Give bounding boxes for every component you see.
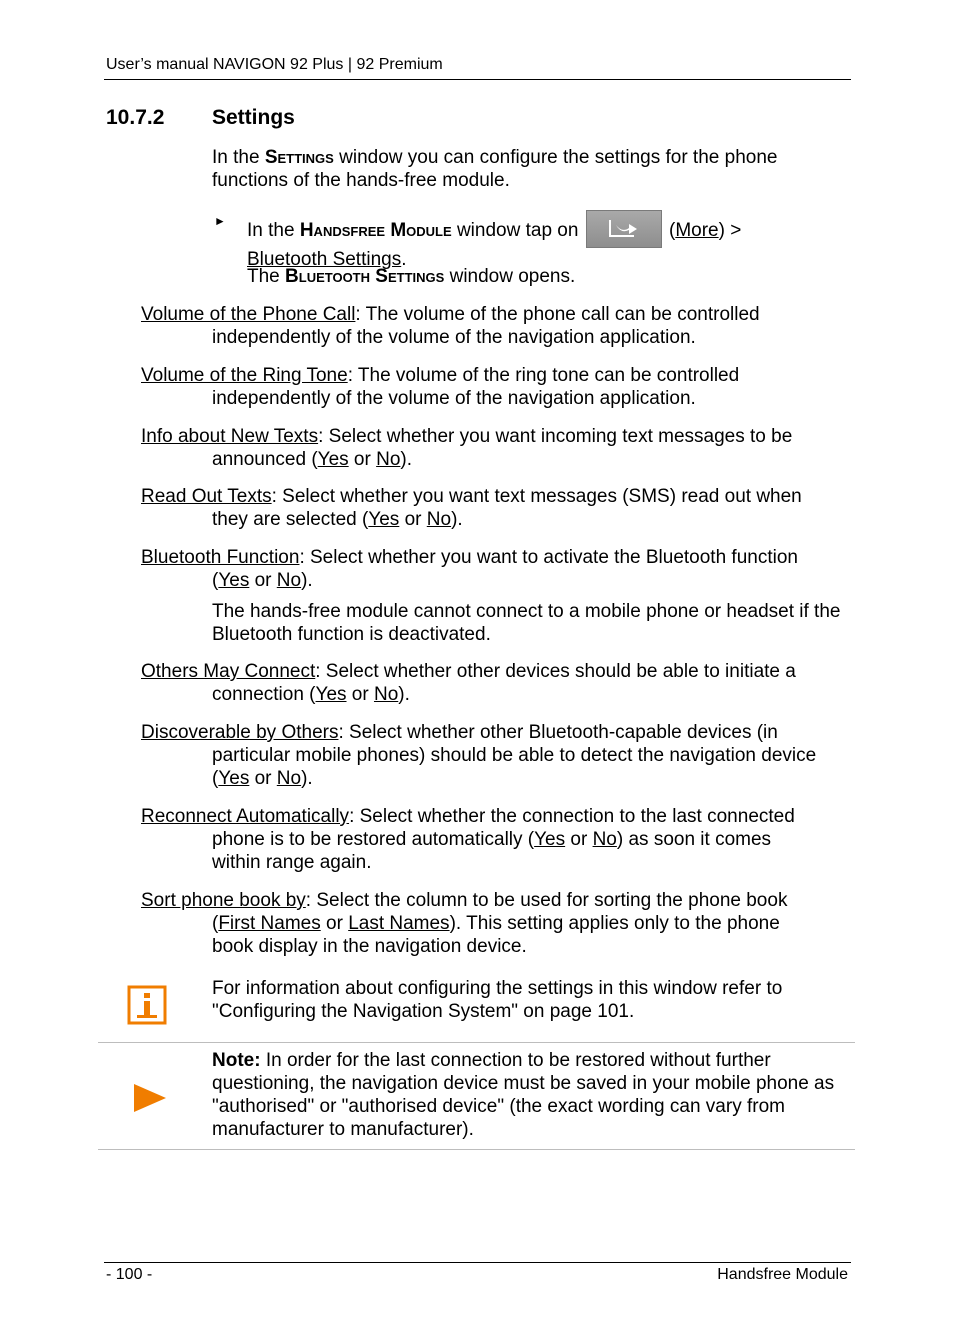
option-last-names: Last Names [348,913,450,934]
option-yes: Yes [317,449,349,470]
option-yes: Yes [368,509,400,530]
settings-window-name: Settings [264,147,334,168]
setting-item-ring-tone-volume: Volume of the Ring Tone: The volume of the ring tone can be controlled independently of the volume of the navigation application. [141,365,740,409]
setting-item-sort-phone-book: Sort phone book by: Select the column to be used for sorting the phone book (First Names or Last Names). This setting applies only to the phone book display in the navigation device. [141,890,788,957]
option-no: No [276,570,302,591]
setting-term: Discoverable by Others [141,722,339,743]
header-divider [104,79,851,80]
section-number: 10.7.2 [106,106,165,129]
setting-item-read-out-texts: Read Out Texts: Select whether you want text messages (SMS) read out when they are selected (Yes or No). [141,486,802,530]
arrow-right-icon [132,1084,168,1112]
step-result: The Bluetooth Settings window opens. [247,266,576,287]
more-link[interactable]: More [675,220,719,241]
option-no: No [426,509,452,530]
note-text: Note: In order for the last connection to be restored without further questioning, the navigation device must be saved in your mobile phone as "authorised" or "authorised device" (the exact wording can vary from manufacturer to manufacturer). [212,1050,835,1140]
option-no: No [376,449,401,470]
option-first-names: First Names [218,913,321,934]
setting-term: Sort phone book by [141,890,306,911]
setting-item-discoverable: Discoverable by Others: Select whether other Bluetooth-capable devices (in particular mobile phones) should be able to detect the navigation device (Yes or No). [141,722,817,789]
option-no: No [373,684,399,705]
option-yes: Yes [218,768,250,789]
page-number: - 100 - [106,1266,153,1283]
setting-term: Volume of the Phone Call [141,304,356,325]
bluetooth-settings-name: Bluetooth Settings [285,266,445,287]
setting-term: Info about New Texts [141,426,319,447]
setting-term: Bluetooth Function [141,547,300,568]
setting-item-phone-call-volume: Volume of the Phone Call: The volume of the phone call can be controlled independently of the volume of the navigation application. [141,304,760,348]
option-no: No [592,829,617,850]
intro-paragraph: In the Settings window you can configure the settings for the phone functions of the hands-free module. [212,147,778,191]
setting-item-others-may-connect: Others May Connect: Select whether other devices should be able to initiate a connection (Yes or No). [141,661,796,705]
note-bottom-divider [98,1149,855,1150]
option-yes: Yes [218,570,250,591]
running-header: User’s manual NAVIGON 92 Plus | 92 Premium [106,56,443,73]
footer-divider [104,1262,851,1263]
setting-item-new-texts-info: Info about New Texts: Select whether you want incoming text messages to be announced (Yes or No). [141,426,793,470]
note-label: Note: [212,1050,261,1071]
setting-term: Others May Connect [141,661,316,682]
setting-term: Volume of the Ring Tone [141,365,348,386]
step-instruction: In the Handsfree Module window tap on (More) > Bluetooth Settings. [247,210,847,271]
chapter-name: Handsfree Module [717,1266,848,1283]
option-yes: Yes [315,684,347,705]
setting-item-reconnect-automatically: Reconnect Automatically: Select whether the connection to the last connected phone is to be restored automatically (Yes or No) as soon it comes within range again. [141,806,795,873]
more-button[interactable] [586,210,662,248]
handsfree-module-name: Handsfree Module [299,220,452,241]
info-text: For information about configuring the settings in this window refer to "Configuring the Navigation System" on page 101. [212,978,783,1022]
setting-item-bluetooth-function: Bluetooth Function: Select whether you want to activate the Bluetooth function (Yes or No). [141,547,798,591]
bluetooth-function-note: The hands-free module cannot connect to a mobile phone or headset if the Bluetooth function is deactivated. [212,601,841,645]
step-bullet-icon: ► [214,214,226,228]
bluetooth-settings-link[interactable]: Bluetooth Settings [247,249,402,270]
info-icon [127,985,167,1025]
setting-term: Read Out Texts [141,486,272,507]
setting-term: Reconnect Automatically [141,806,350,827]
option-no: No [276,768,302,789]
option-yes: Yes [534,829,566,850]
note-top-divider [98,1042,855,1043]
more-arrow-icon [607,217,641,239]
section-title: Settings [212,106,295,129]
